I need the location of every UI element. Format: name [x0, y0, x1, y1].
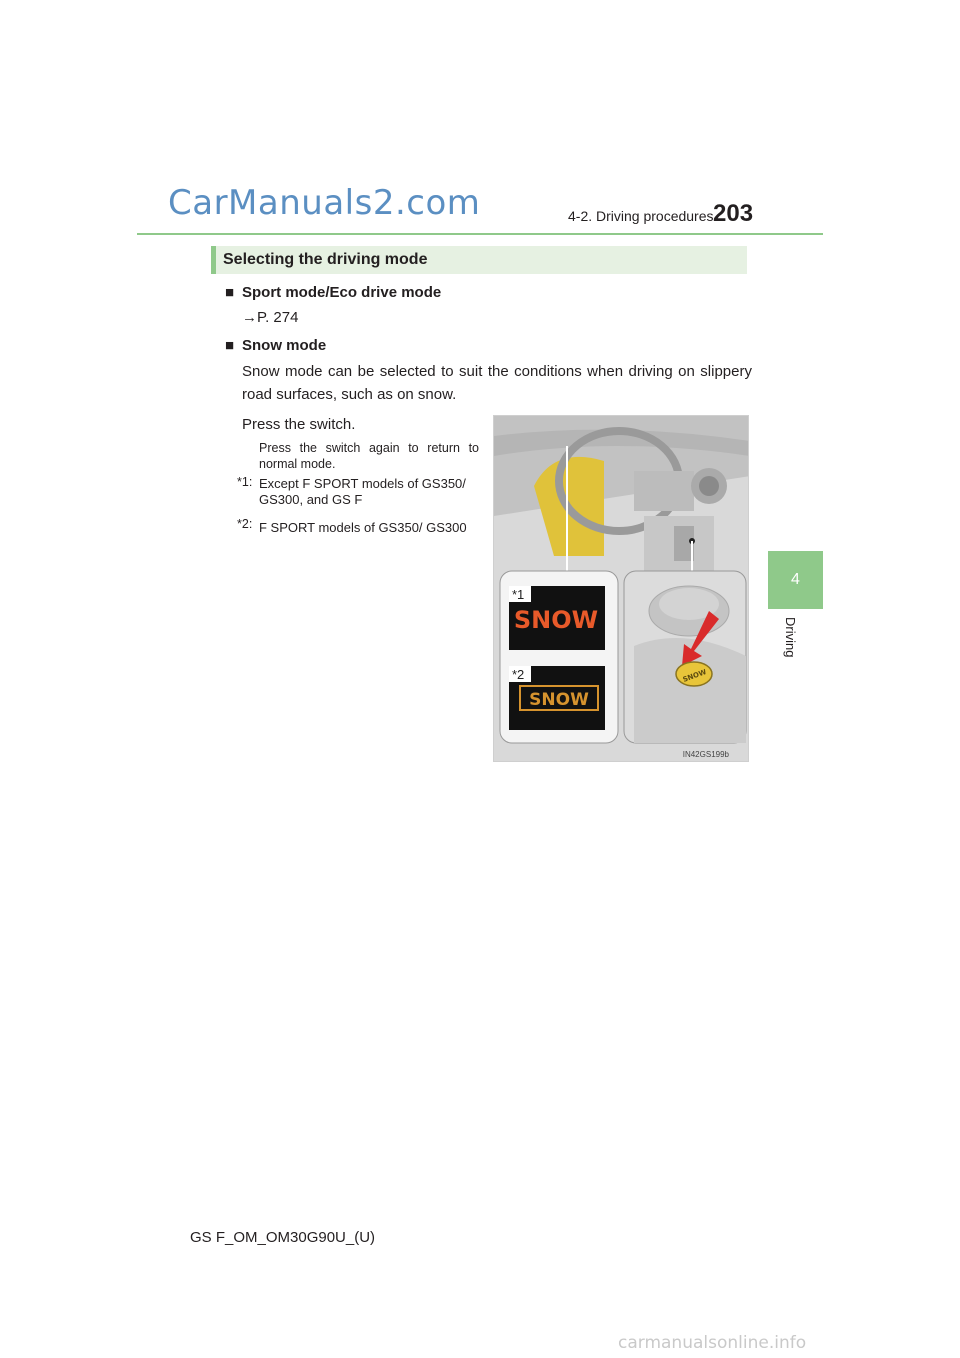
inset1-mark: *1 — [512, 587, 525, 602]
chapter-title: Driving — [783, 617, 798, 658]
footnote-text: F SPORT models of GS350/ GS300 — [259, 520, 467, 535]
snow-mode-description-line1: Snow mode can be selected to suit the conditions when driving on slippery — [242, 363, 752, 380]
snow-mode-heading: Snow mode — [242, 337, 327, 354]
section-heading: Selecting the driving mode — [211, 246, 747, 274]
bullet-square: ■ — [225, 284, 235, 301]
footnote-mark: *2: — [237, 517, 253, 531]
header-section-title: 4-2. Driving procedures — [568, 208, 714, 224]
watermark-bottom: carmanualsonline.info — [618, 1333, 807, 1353]
inset2-mark: *2 — [512, 667, 525, 682]
figure-code: IN42GS199b — [682, 750, 729, 759]
header-divider — [137, 233, 823, 235]
bullet-square: ■ — [225, 337, 235, 354]
sport-eco-heading: Sport mode/Eco drive mode — [242, 284, 442, 301]
chapter-tab: 4 — [768, 551, 823, 609]
snow-mode-description-line2: road surfaces, such as on snow. — [242, 386, 457, 403]
page-number: 203 — [713, 200, 754, 227]
page-reference: →P. 274 — [242, 309, 299, 326]
snow-switch-illustration — [493, 415, 749, 762]
inset2-snow-display: SNOW — [529, 690, 589, 710]
inset1-snow-display: SNOW — [513, 606, 599, 634]
footnote-text: Except F SPORT models of GS350/ GS300, and GS F — [259, 476, 466, 507]
footnote-mark: *1: — [237, 475, 253, 489]
return-note: Press the switch again to return to normal mode. — [259, 441, 479, 471]
illustration-drawing — [494, 416, 749, 762]
instruction-text: Press the switch. — [242, 416, 356, 433]
switch-label: SNOW — [681, 667, 708, 684]
footer-document-code: GS F_OM_OM30G90U_(U) — [190, 1229, 376, 1246]
watermark-logo: CarManuals2.com — [168, 183, 481, 223]
